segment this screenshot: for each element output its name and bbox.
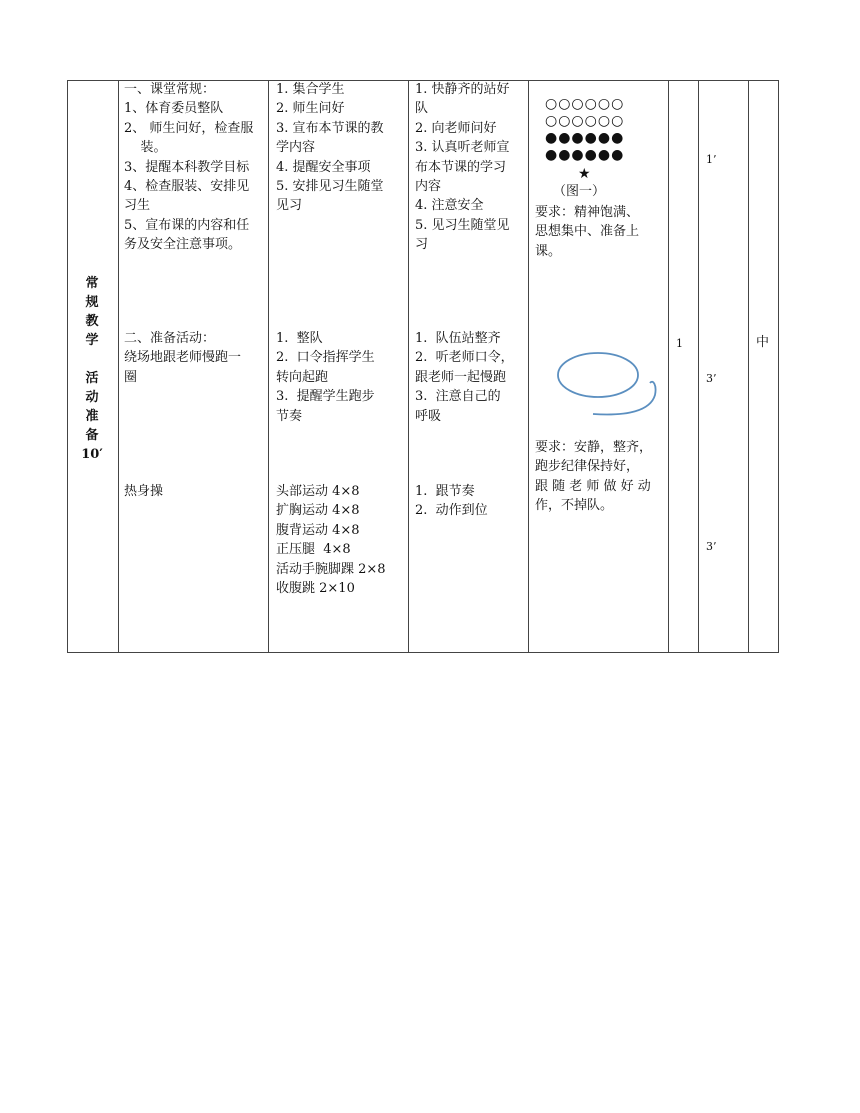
text-line: 4. 提醒安全事项 <box>276 159 371 175</box>
heading-char: 常 <box>85 276 99 291</box>
column-divider <box>698 81 699 652</box>
text-line: 学内容 <box>276 140 316 156</box>
student-activity-warmup <box>415 329 514 426</box>
column-divider <box>528 81 529 652</box>
teacher-activity-routine <box>276 80 384 216</box>
text-line: 务及安全注意事项。 <box>124 237 242 253</box>
text-line: 课。 <box>535 243 562 259</box>
heading-char: 动 <box>85 390 99 405</box>
text-line: 3、提醒本科教学目标 <box>124 159 250 175</box>
requirement-warmup <box>535 438 652 516</box>
content-block-exercise <box>124 482 163 501</box>
text-line: 要求：安静，整齐， <box>535 440 653 455</box>
intensity-value: 中 <box>756 335 770 350</box>
text-line: 2. 听老师口令， <box>415 350 514 366</box>
text-line: 节奏 <box>276 408 303 424</box>
teacher-activity-exercise <box>276 482 386 598</box>
text-line: 跟老师一起慢跑 <box>415 369 507 385</box>
heading-char: 准 <box>85 409 99 424</box>
text-line: 5. 见习生随堂见 <box>415 217 510 233</box>
heading-char: 10′ <box>81 447 103 462</box>
text-line: 3. 提醒学生跑步 <box>276 389 375 405</box>
heading-char: 学 <box>85 333 99 348</box>
time-value: 3’ <box>706 540 717 553</box>
text-line: 2、 师生问好，检查服 <box>124 120 254 136</box>
text-line: 跑步纪律保持好， <box>535 459 640 475</box>
text-line: 2. 动作到位 <box>415 503 488 519</box>
text-line: 1. 快静齐的站好 <box>415 82 510 97</box>
formation-row-open: ○○○○○○ <box>545 96 625 112</box>
column-divider <box>668 81 669 652</box>
text-line: 圈 <box>124 369 138 385</box>
text-line: 热身操 <box>124 484 164 499</box>
text-line: 1. 队伍站整齐 <box>415 331 501 346</box>
section-heading-vertical <box>67 274 117 464</box>
text-line: 1、体育委员整队 <box>124 101 224 117</box>
formation-row-filled: ●●●●●● <box>545 147 625 163</box>
content-block-warmup <box>124 329 241 387</box>
text-line: 腹背运动 4×8 <box>276 522 360 538</box>
text-line: 正压腿 4×8 <box>276 542 351 558</box>
text-line: 要求：精神饱满、 <box>535 205 640 220</box>
text-line: 3. 注意自己的 <box>415 389 501 405</box>
requirement-routine <box>535 203 639 261</box>
text-line: 5. 安排见习生随堂 <box>276 179 384 195</box>
text-line: 装。 <box>124 140 167 156</box>
text-line: 1. 跟节奏 <box>415 484 475 499</box>
heading-char: 备 <box>85 428 99 443</box>
text-line: 习生 <box>124 198 151 214</box>
text-line: 见习 <box>276 198 303 214</box>
text-line: 2. 师生问好 <box>276 101 345 117</box>
text-line: 队 <box>415 101 429 117</box>
student-activity-exercise <box>415 482 488 521</box>
text-line: 作，不掉队。 <box>535 498 614 514</box>
text-line: 4. 注意安全 <box>415 198 484 214</box>
column-divider <box>268 81 269 652</box>
text-line: 2. 向老师问好 <box>415 120 497 136</box>
heading-char: 教 <box>85 314 99 329</box>
content-block-routine <box>124 80 253 255</box>
heading-char: 规 <box>85 295 99 310</box>
text-line: 内容 <box>415 179 442 195</box>
time-value: 3’ <box>706 372 717 385</box>
formation-row-filled: ●●●●●● <box>545 130 625 146</box>
text-line: 转向起跑 <box>276 369 329 385</box>
text-line: 思想集中、准备上 <box>535 224 640 240</box>
text-line: 4、检查服装、安排见 <box>124 179 250 195</box>
text-line: 3. 认真听老师宣 <box>415 140 510 156</box>
teacher-activity-warmup <box>276 329 375 426</box>
count-value: 1 <box>676 337 683 350</box>
column-divider <box>118 81 119 652</box>
running-track-diagram <box>555 345 665 420</box>
text-line: 1. 整队 <box>276 331 323 346</box>
time-value: 1’ <box>706 153 717 166</box>
formation-row-open: ○○○○○○ <box>545 113 625 129</box>
heading-char <box>67 350 117 369</box>
column-divider <box>408 81 409 652</box>
text-line: 绕场地跟老师慢跑一 <box>124 350 242 366</box>
text-line: 扩胸运动 4×8 <box>276 503 360 519</box>
text-line: 呼吸 <box>415 408 442 424</box>
text-line: 习 <box>415 237 429 253</box>
text-line: 头部运动 4×8 <box>276 484 360 499</box>
teacher-star-icon: ★ <box>578 166 591 182</box>
text-line: 5、宣布课的内容和任 <box>124 217 250 233</box>
text-line: 布本节课的学习 <box>415 159 507 175</box>
text-line: 3. 宣布本节课的教 <box>276 120 384 136</box>
text-line: 活动手腕脚踝 2×8 <box>276 561 386 577</box>
figure-caption: （图一） <box>553 184 606 199</box>
heading-char: 活 <box>85 371 99 386</box>
text-line: 一、课堂常规： <box>124 82 216 97</box>
student-activity-routine <box>415 80 510 255</box>
text-line: 跟 随 老 师 做 好 动 <box>535 478 651 494</box>
text-line: 二、准备活动： <box>124 331 216 346</box>
text-line: 2. 口令指挥学生 <box>276 350 375 366</box>
text-line: 收腹跳 2×10 <box>276 581 355 597</box>
column-divider <box>748 81 749 652</box>
text-line: 1. 集合学生 <box>276 82 345 97</box>
